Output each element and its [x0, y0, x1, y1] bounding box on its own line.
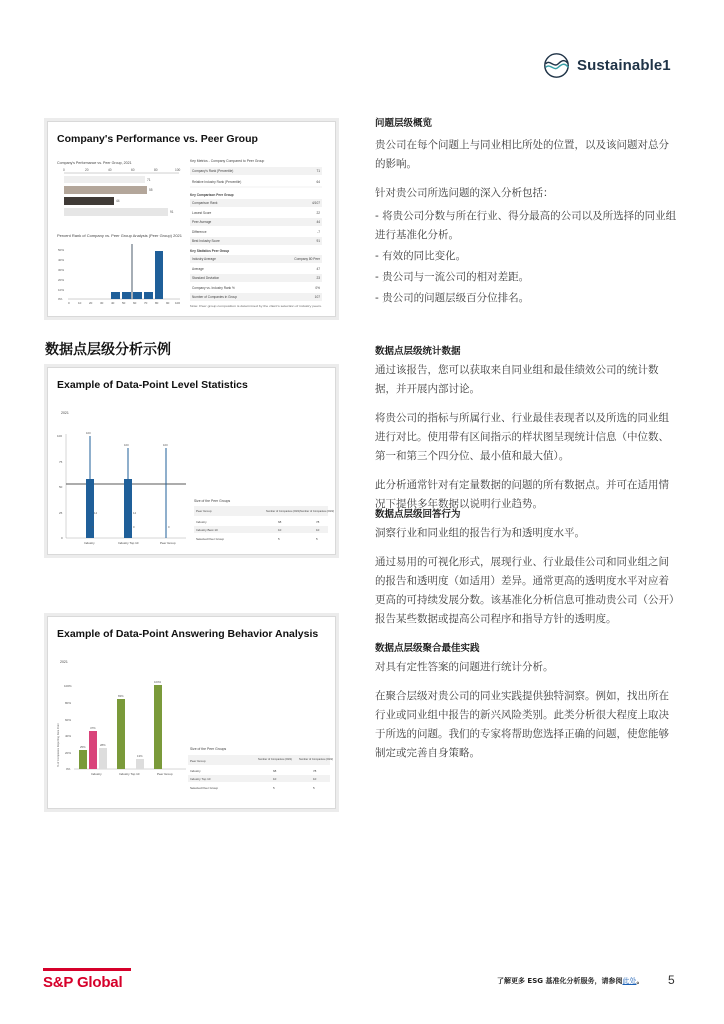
histogram-x-tick: 60 [133, 301, 137, 305]
peer-performance-card [47, 121, 336, 317]
bar-value-label: 83% [118, 694, 124, 698]
histogram-y-ticks [58, 248, 64, 301]
peer-table-header: Number of Companies (2022) [300, 510, 335, 513]
metrics-row-label: Peer Average [192, 220, 212, 224]
paragraph: 通过易用的可视化形式，展现行业、行业最佳公司和同业组之间的报告和透明度（如适用）差异。通常更高的透明度水平对应着更高的可持续发展分数。该基准化分析信息可推动贵公司（公开）报告某些数据或提高公司程序和指导方针的透明度。 [375, 556, 675, 625]
peer-table-header: Number of Companies (2021) [258, 758, 293, 761]
peer-table-cell: 5 [313, 786, 315, 790]
aggregated-practice-section [375, 642, 678, 763]
section-heading-issue-overview: 问题层级概览 [375, 118, 433, 129]
histogram-x-tick: 10 [78, 301, 82, 305]
metrics-row-label: Company vs. Industry Rank % [192, 286, 235, 290]
histogram-y-tick: 40% [58, 258, 65, 262]
comparison-bar [64, 176, 145, 183]
card-title: Example of Data-Point Answering Behavior Analysis [57, 628, 319, 640]
peer-table-cell: 5 [273, 786, 275, 790]
bullet-item: - 将贵公司分数与所在行业、得分最高的公司以及所选择的同业组进行基准化分析。 [375, 210, 677, 241]
paragraph: 将贵公司的指标与所属行业、行业最佳表现者以及所选的同业组进行对比。使用带有区间指示的样状图呈现统计信息（中位数、第一和第三个四分位、最小值和最大值）。 [375, 412, 669, 462]
y-axis-label: % of Companies Reporting Data Point [57, 723, 60, 767]
peer-table-cell: 10 [273, 777, 277, 781]
paragraph: 此分析通常针对有定量数据的问题的所有数据点。并可在适用情况下提供多年数据以说明行业趋势。 [375, 479, 669, 510]
metrics-row-label: Average [192, 267, 204, 271]
y-tick: 25 [59, 511, 63, 515]
data-point-statistics-card [47, 367, 336, 555]
histogram-bar [122, 292, 131, 299]
chart-year: 2021 [60, 660, 68, 664]
section-heading-statistics: 数据点层级统计数据 [375, 346, 461, 357]
histogram-bar [133, 292, 142, 299]
peer-table-cell: 5 [278, 537, 280, 541]
metrics-section-label: Key Statistics Peer Group [190, 249, 230, 253]
metrics-row-label: Difference [192, 230, 207, 234]
x-categories [84, 541, 176, 545]
comparison-bar-label: 55 [149, 188, 153, 192]
y-tick: 40% [65, 734, 72, 738]
bar-value-label: 25% [80, 745, 86, 749]
max-label: 100 [86, 431, 91, 435]
peer-table-cell: 10 [316, 528, 320, 532]
answering-behavior-section [375, 508, 678, 629]
y-ticks [64, 684, 72, 771]
max-label: 100 [124, 443, 129, 447]
card-title: Company's Performance vs. Peer Group [57, 133, 258, 145]
metrics-row-label: Industry Average [192, 257, 216, 261]
bullet-item: - 贵公司的问题层级百分位排名。 [375, 292, 530, 304]
histogram-y-tick: 20% [58, 278, 65, 282]
x-category: Peer Group [157, 772, 173, 776]
paragraph: 在聚合层级对贵公司的同业实践提供独特洞察。例如，找出所在行业或同业组中报告的新兴风险类别。此类分析很大程度上取决于所选的问题。我们的专家将帮助您选择正确的问题，使您能够制定或完善自身策略。 [375, 690, 669, 759]
peer-table-cell: Industry Top 10 [190, 777, 211, 781]
metrics-row-value: 4/107 [312, 201, 320, 205]
chart-year: 2021 [61, 411, 69, 415]
more-info-link[interactable]: 此处 [622, 977, 637, 985]
peer-table-header: Peer Group [196, 509, 212, 513]
quartile-label: 14 [94, 511, 98, 515]
footer-note [497, 976, 643, 986]
peer-performance-figure [48, 122, 336, 317]
metrics-row-value: 44 [316, 220, 320, 224]
top-chart-title: Company's Performance vs. Peer Group, 2021 [57, 161, 132, 165]
interquartile-box [86, 479, 94, 538]
peer-table-cell: 78 [313, 769, 317, 773]
paragraph: 对具有定性答案的问题进行统计分析。 [375, 661, 554, 673]
answer-bar [154, 685, 162, 769]
section-heading-answering-behavior: 数据点层级回答行为 [375, 509, 461, 520]
peer-table-cell: 10 [278, 528, 282, 532]
page-number: 5 [668, 973, 675, 987]
quartile-label: 14 [133, 511, 137, 515]
metrics-row-label: Comparison Rank [192, 201, 218, 205]
axis-tick: 0 [63, 168, 65, 172]
min-label: 0 [168, 525, 170, 529]
bullet-item: - 贵公司与一流公司的相对差距。 [375, 271, 530, 283]
bar-value-label: 100% [154, 680, 162, 684]
bar-value-label: 13% [137, 754, 143, 758]
histogram-x-tick: 20 [89, 301, 93, 305]
peer-table-title: Size of the Peer Groups [190, 747, 227, 751]
histogram-x-tick: 40 [111, 301, 115, 305]
y-tick: 0 [61, 536, 63, 540]
metrics-row-label: Number of Companies in Group [192, 295, 238, 299]
metrics-row-value: 47 [316, 267, 320, 271]
bar-value-label: 47% [90, 726, 96, 730]
histogram-x-tick: 0 [68, 301, 70, 305]
x-category: Industry Top 10 [118, 541, 139, 545]
comparison-bar [64, 197, 114, 205]
logo-text: S&P Global [43, 974, 123, 991]
y-tick: 60% [65, 718, 72, 722]
bullet-item: - 有效的同比变化。 [375, 250, 467, 262]
y-tick: 0% [66, 767, 71, 771]
peer-table-cell: Selected Peer Group [190, 786, 219, 790]
peer-table-header: Number of Companies (2021) [266, 510, 301, 513]
comparison-bar [64, 186, 147, 194]
answer-bar [79, 750, 87, 769]
paragraph: 通过该报告，您可以获取来自同业组和最佳绩效公司的统计数据，并开展内部讨论。 [375, 364, 659, 395]
peer-table-cell: 10 [313, 777, 317, 781]
sp-global-logo [43, 968, 131, 991]
axis-tick: 80 [154, 168, 158, 172]
interquartile-box [124, 479, 132, 538]
comparison-bar-label: 71 [147, 178, 151, 182]
metrics-row-value: 23 [316, 276, 320, 280]
data-point-statistics-figure [48, 368, 336, 555]
y-ticks [57, 434, 63, 540]
metrics-row-value: 0% [315, 286, 320, 290]
paragraph: 贵公司在每个问题上与同业相比所处的位置，以及该问题对总分的影响。 [375, 139, 669, 170]
metrics-row-label: Best Industry Score [192, 239, 220, 243]
x-categories [91, 772, 173, 776]
answer-bar [89, 731, 97, 769]
issue-overview-section [375, 117, 678, 308]
min-label: 0 [92, 525, 94, 529]
x-category: Peer Group [160, 541, 176, 545]
histogram-bar [155, 251, 163, 299]
comparison-bar-label: 91 [170, 210, 174, 214]
paragraph: 洞察行业和同业组的报告行为和透明度水平。 [375, 527, 585, 539]
histogram-y-tick: 30% [58, 268, 65, 272]
peer-size-table [188, 755, 333, 790]
brand-name: Sustainable1 [577, 57, 671, 74]
y-tick: 100% [64, 684, 72, 688]
histogram-x-tick: 30 [100, 301, 104, 305]
data-point-statistics-section [375, 345, 678, 514]
comparison-bar-label: 44 [116, 199, 120, 203]
metrics-table-title: Key Metrics - Company Compared to Peer Group [190, 159, 265, 163]
sustainable1-mark-icon [543, 52, 570, 79]
section-heading: 数据点层级分析示例 [45, 342, 171, 358]
peer-table-cell: 5 [316, 537, 318, 541]
histogram-x-tick: 50 [122, 301, 126, 305]
histogram-y-tick: 50% [58, 248, 65, 252]
metrics-row-value: -7 [317, 230, 320, 234]
peer-table-cell: 68 [278, 520, 282, 524]
peer-size-table [194, 506, 334, 541]
peer-table-header: Number of Companies (2022) [299, 758, 334, 761]
metrics-row-label: Lowest Score [192, 211, 212, 215]
histogram-x-tick: 90 [166, 301, 170, 305]
histogram-x-tick: 80 [155, 301, 159, 305]
x-category: Industry [91, 772, 102, 776]
answer-bar [117, 699, 125, 769]
axis-ticks [63, 168, 181, 172]
metrics-row-label: Relative Industry Rank (Percentile) [192, 180, 242, 184]
metrics-section-label: Key Comparison Peer Group [190, 193, 234, 197]
table-note: Note: Peer group composition is determined by the client's selection of industry peers. [190, 304, 323, 308]
peer-table-cell: 68 [273, 769, 277, 773]
metrics-row-value: 22 [316, 211, 320, 215]
metrics-row-value: 107 [314, 295, 320, 299]
metrics-row-label: Standard Deviation [192, 276, 220, 280]
peer-table-title: Size of the Peer Groups [194, 499, 231, 503]
histogram-y-tick: 10% [58, 288, 65, 292]
footer-note-text: 了解更多 ESG 基准化分析服务，请参阅 [497, 977, 623, 985]
footer-note-end: 。 [636, 977, 644, 985]
max-label: 100 [163, 443, 168, 447]
answering-behavior-figure [48, 617, 336, 809]
histogram-title: Percent Rank of Company vs. Peer Group Analysis (Peer Group) 2021 [57, 234, 183, 238]
histogram-x-tick: 100 [175, 301, 181, 305]
histogram-x-tick: 70 [144, 301, 148, 305]
peer-table-cell: Selected Peer Group [196, 537, 225, 541]
logo-bar [43, 968, 131, 971]
histogram-bar [111, 292, 120, 299]
answering-behavior-card [47, 616, 336, 809]
histogram-x-ticks [68, 301, 180, 305]
axis-tick: 60 [131, 168, 135, 172]
y-tick: 80% [65, 701, 72, 705]
x-category: Industry Top 10 [119, 772, 140, 776]
y-tick: 50 [59, 485, 63, 489]
metrics-row-value: 71 [316, 169, 320, 173]
y-tick: 20% [65, 751, 72, 755]
metrics-row-value: Company 80 Peer [294, 257, 320, 261]
answer-bar [99, 748, 107, 769]
comparison-bar [64, 208, 168, 216]
axis-tick: 20 [85, 168, 89, 172]
metrics-row-value: 64 [316, 180, 320, 184]
peer-table-cell: Industry [190, 769, 201, 773]
sustainable1-logo [543, 52, 671, 79]
y-tick: 75 [59, 460, 63, 464]
peer-table-cell: Industry Best 10 [196, 528, 218, 532]
metrics-row-label: Company's Rank (Percentile) [192, 169, 234, 173]
histogram-bar [144, 292, 153, 299]
metrics-table [190, 167, 322, 301]
axis-tick: 100 [175, 168, 181, 172]
peer-table-header: Peer Group [190, 759, 206, 763]
metrics-row-value: 91 [316, 239, 320, 243]
peer-table-cell: 78 [316, 520, 320, 524]
section-heading-best-practice: 数据点层级聚合最佳实践 [375, 643, 480, 654]
y-tick: 100 [57, 434, 63, 438]
paragraph: 针对贵公司所选问题的深入分析包括： [375, 187, 554, 199]
answer-bar [136, 759, 144, 769]
axis-tick: 40 [108, 168, 112, 172]
histogram-y-tick: 0% [58, 297, 63, 301]
bar-value-label: 28% [100, 743, 106, 747]
card-title: Example of Data-Point Level Statistics [57, 379, 248, 391]
min-label: 0 [133, 525, 135, 529]
x-category: Industry [84, 541, 95, 545]
peer-table-cell: Industry [196, 520, 207, 524]
